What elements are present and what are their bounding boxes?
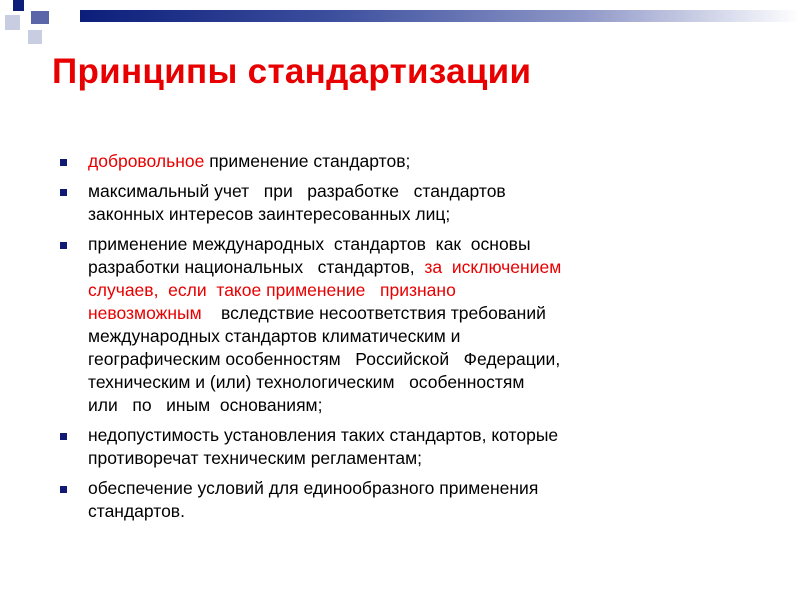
highlighted-text: невозможным — [88, 303, 202, 323]
bullet-item — [58, 233, 758, 417]
bullet-item — [58, 477, 758, 523]
highlighted-text: случаев, если такое применение признано — [88, 280, 456, 300]
bullet-text: или по иным основаниям; — [88, 395, 323, 415]
bullet-item — [58, 424, 758, 470]
bullet-line — [88, 500, 758, 523]
gradient-band — [80, 10, 800, 22]
bullet-list — [58, 150, 758, 530]
decor-square — [31, 11, 49, 24]
bullet-line — [88, 233, 758, 256]
decor-square — [5, 15, 20, 30]
bullet-line — [88, 447, 758, 470]
bullet-line — [88, 424, 758, 447]
bullet-item — [58, 180, 758, 226]
top-decoration — [0, 0, 800, 45]
square-bullet-icon — [60, 242, 67, 249]
bullet-line — [88, 371, 758, 394]
bullet-text: международных стандартов климатическим и — [88, 326, 461, 346]
bullet-line — [88, 302, 758, 325]
bullet-text: максимальный учет при разработке стандартов — [88, 181, 506, 201]
bullet-text: законных интересов заинтересованных лиц; — [88, 204, 451, 224]
bullet-line — [88, 180, 758, 203]
bullet-text: противоречат техническим регламентам; — [88, 448, 422, 468]
square-bullet-icon — [60, 189, 67, 196]
bullet-text: разработки национальных стандартов, — [88, 257, 425, 277]
bullet-line — [88, 325, 758, 348]
decor-square — [28, 30, 42, 44]
decor-square — [13, 0, 24, 11]
bullet-line — [88, 150, 758, 173]
highlighted-text: добровольное — [88, 151, 205, 171]
slide-title: Принципы стандартизации — [52, 52, 532, 91]
square-bullet-icon — [60, 486, 67, 493]
bullet-text: применение стандартов; — [204, 151, 411, 171]
bullet-text: техническим и (или) технологическим особенностям — [88, 372, 525, 392]
bullet-line — [88, 348, 758, 371]
bullet-line — [88, 279, 758, 302]
bullet-text: стандартов. — [88, 501, 185, 521]
highlighted-text: за исключением — [424, 257, 562, 277]
square-bullet-icon — [60, 433, 67, 440]
bullet-line — [88, 394, 758, 417]
bullet-item — [58, 150, 758, 173]
bullet-line — [88, 256, 758, 279]
bullet-text: географическим особенностям Российской Федерации, — [88, 349, 561, 369]
bullet-line — [88, 203, 758, 226]
bullet-text: обеспечение условий для единообразного применения — [88, 478, 539, 498]
bullet-text: вследствие несоответствия требований — [201, 303, 546, 323]
bullet-line — [88, 477, 758, 500]
square-bullet-icon — [60, 159, 67, 166]
bullet-text: недопустимость установления таких стандартов, которые — [88, 425, 559, 445]
bullet-text: применение международных стандартов как основы — [88, 234, 531, 254]
